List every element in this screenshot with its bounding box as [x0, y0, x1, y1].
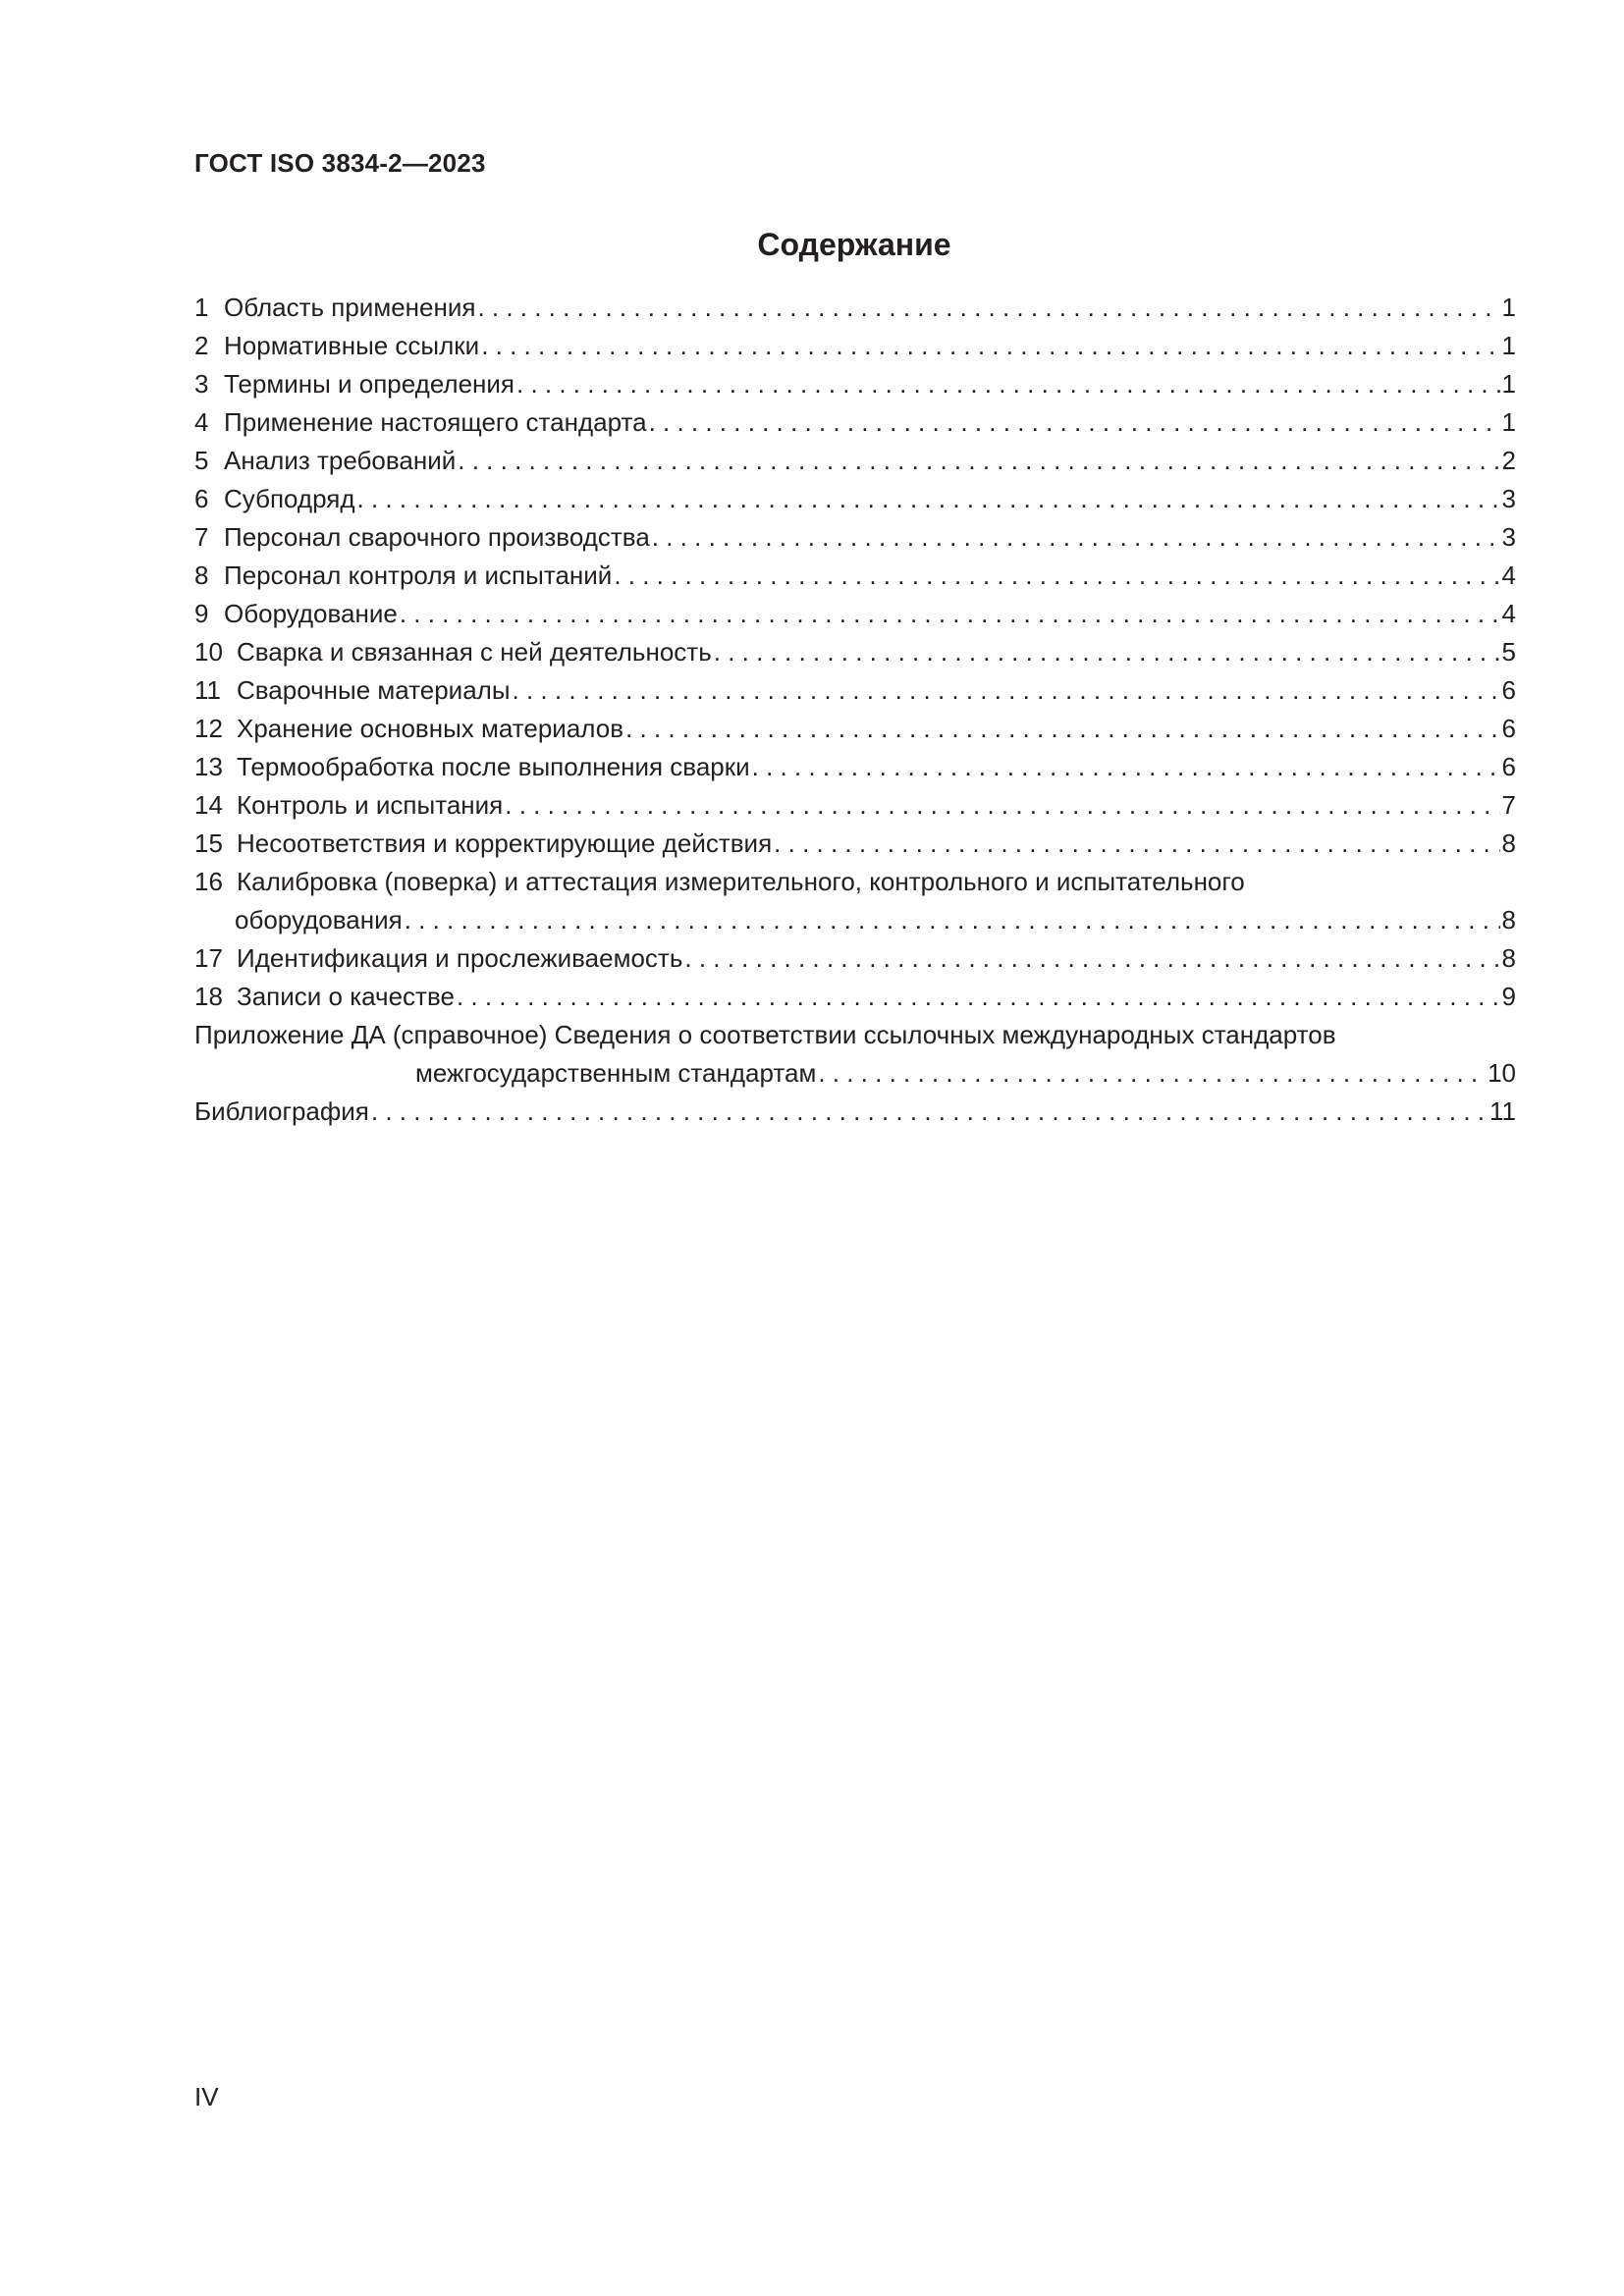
toc-entry-number: 13	[194, 752, 223, 781]
toc-entry-1[interactable]	[194, 289, 1516, 327]
toc-entry-12[interactable]	[194, 710, 1516, 748]
toc-entry-text: Субподряд	[224, 484, 355, 513]
toc-dot-leader	[614, 557, 1499, 595]
toc-entry-page: 6	[1501, 714, 1516, 743]
toc-entry-page: 9	[1501, 982, 1516, 1011]
toc-entry-16[interactable]	[194, 863, 1516, 939]
toc-dot-leader	[649, 403, 1500, 442]
toc-dot-leader	[714, 633, 1500, 671]
toc-dot-leader	[477, 289, 1499, 327]
toc-dot-leader	[516, 365, 1500, 403]
toc-entry-10[interactable]	[194, 633, 1516, 671]
toc-entry-page: 6	[1501, 675, 1516, 705]
toc-entry-text: Нормативные ссылки	[224, 331, 480, 360]
toc-entry-text: Анализ требований	[224, 446, 457, 475]
toc-entry-number: 10	[194, 637, 223, 667]
page-number: IV	[194, 2082, 219, 2111]
toc-entry-4[interactable]	[194, 403, 1516, 442]
toc-entry-text-line2: оборудования	[235, 905, 403, 934]
toc-entry-text: Персонал контроля и испытаний	[224, 561, 613, 590]
toc-entry-page: 4	[1501, 599, 1516, 628]
toc-entry-number: 15	[194, 828, 223, 858]
toc-entry-6[interactable]	[194, 480, 1516, 518]
toc-entry-page: 5	[1501, 637, 1516, 667]
toc-entry-number: 7	[194, 522, 209, 552]
toc-dot-leader	[400, 595, 1500, 633]
toc-entry-13[interactable]	[194, 748, 1516, 786]
toc-dot-leader	[513, 671, 1500, 710]
toc-entry-11[interactable]	[194, 671, 1516, 710]
toc-entry-page: 1	[1501, 369, 1516, 399]
toc-entry-number: 14	[194, 790, 223, 820]
toc-entry-number: 6	[194, 484, 209, 513]
toc-entry-page: 3	[1501, 484, 1516, 513]
toc-dot-leader	[625, 710, 1500, 748]
toc-entry-number: 4	[194, 407, 209, 437]
toc-annex-text-line1: Приложение ДА (справочное) Сведения о соответствии ссылочных международных стандартов	[194, 1020, 1336, 1049]
toc-entry-text: Сварка и связанная с ней деятельность	[237, 637, 712, 667]
toc-entry-number: 1	[194, 293, 209, 322]
toc-entry-page: 10	[1488, 1058, 1516, 1088]
toc-entry-3[interactable]	[194, 365, 1516, 403]
toc-entry-text: Оборудование	[224, 599, 398, 628]
toc-entry-number: 17	[194, 943, 223, 973]
toc-title: Содержание	[757, 227, 951, 262]
toc-entry-number: 11	[194, 675, 221, 705]
toc-entry-text: Термины и определения	[224, 369, 515, 399]
toc-entry-number: 9	[194, 599, 209, 628]
toc-dot-leader	[684, 939, 1499, 978]
toc-entry-text: Область применения	[224, 293, 476, 322]
toc-bibliography-text: Библиография	[194, 1096, 369, 1126]
toc-entry-bibliography[interactable]	[194, 1093, 1516, 1131]
toc-entry-number: 3	[194, 369, 209, 399]
toc-entry-page: 1	[1501, 407, 1516, 437]
toc-entry-number: 16	[194, 867, 223, 896]
toc-dot-leader	[357, 480, 1500, 518]
toc-dot-leader	[405, 901, 1500, 939]
toc-entry-17[interactable]	[194, 939, 1516, 978]
document-code-header: ГОСТ ISO 3834-2—2023	[194, 148, 486, 178]
toc-dot-leader	[481, 327, 1499, 365]
toc-entry-page: 8	[1501, 943, 1516, 973]
toc-entry-15[interactable]	[194, 825, 1516, 863]
toc-entry-page: 1	[1501, 293, 1516, 322]
toc-dot-leader	[505, 786, 1499, 825]
toc-dot-leader	[457, 978, 1500, 1016]
toc-entry-number: 5	[194, 446, 209, 475]
toc-entry-18[interactable]	[194, 978, 1516, 1016]
toc-entry-annex-da[interactable]	[194, 1016, 1516, 1093]
toc-entry-number: 2	[194, 331, 209, 360]
toc-entry-7[interactable]	[194, 518, 1516, 557]
toc-dot-leader	[458, 442, 1499, 480]
toc-dot-leader	[752, 748, 1500, 786]
toc-entry-number: 18	[194, 982, 223, 1011]
toc-entry-page: 2	[1501, 446, 1516, 475]
toc-entry-14[interactable]	[194, 786, 1516, 825]
toc-entry-2[interactable]	[194, 327, 1516, 365]
toc-entry-page: 8	[1501, 905, 1516, 934]
toc-entry-page: 11	[1489, 1096, 1516, 1126]
toc-entry-text: Записи о качестве	[237, 982, 455, 1011]
table-of-contents	[194, 289, 1516, 1131]
toc-entry-text: Термообработка после выполнения сварки	[237, 752, 750, 781]
toc-entry-number: 8	[194, 561, 209, 590]
toc-entry-page: 7	[1501, 790, 1516, 820]
toc-entry-text: Сварочные материалы	[237, 675, 511, 705]
toc-entry-text: Персонал сварочного производства	[224, 522, 650, 552]
toc-entry-9[interactable]	[194, 595, 1516, 633]
toc-entry-text: Несоответствия и корректирующие действия	[237, 828, 773, 858]
toc-dot-leader	[774, 825, 1499, 863]
toc-entry-page: 1	[1501, 331, 1516, 360]
toc-entry-text: Хранение основных материалов	[237, 714, 624, 743]
toc-entry-page: 8	[1501, 828, 1516, 858]
toc-dot-leader	[652, 518, 1500, 557]
toc-dot-leader	[818, 1054, 1486, 1093]
toc-entry-page: 3	[1501, 522, 1516, 552]
toc-annex-text-line2: межгосударственным стандартам	[415, 1058, 817, 1088]
toc-entry-text-line1: Калибровка (поверка) и аттестация измерительного, контрольного и испытательного	[237, 867, 1245, 896]
toc-entry-page: 4	[1501, 561, 1516, 590]
toc-entry-number: 12	[194, 714, 223, 743]
toc-entry-page: 6	[1501, 752, 1516, 781]
toc-entry-text: Идентификация и прослеживаемость	[237, 943, 683, 973]
toc-entry-text: Контроль и испытания	[237, 790, 504, 820]
toc-dot-leader	[371, 1093, 1488, 1131]
toc-entry-5[interactable]	[194, 442, 1516, 480]
toc-entry-text: Применение настоящего стандарта	[224, 407, 647, 437]
toc-entry-8[interactable]	[194, 557, 1516, 595]
